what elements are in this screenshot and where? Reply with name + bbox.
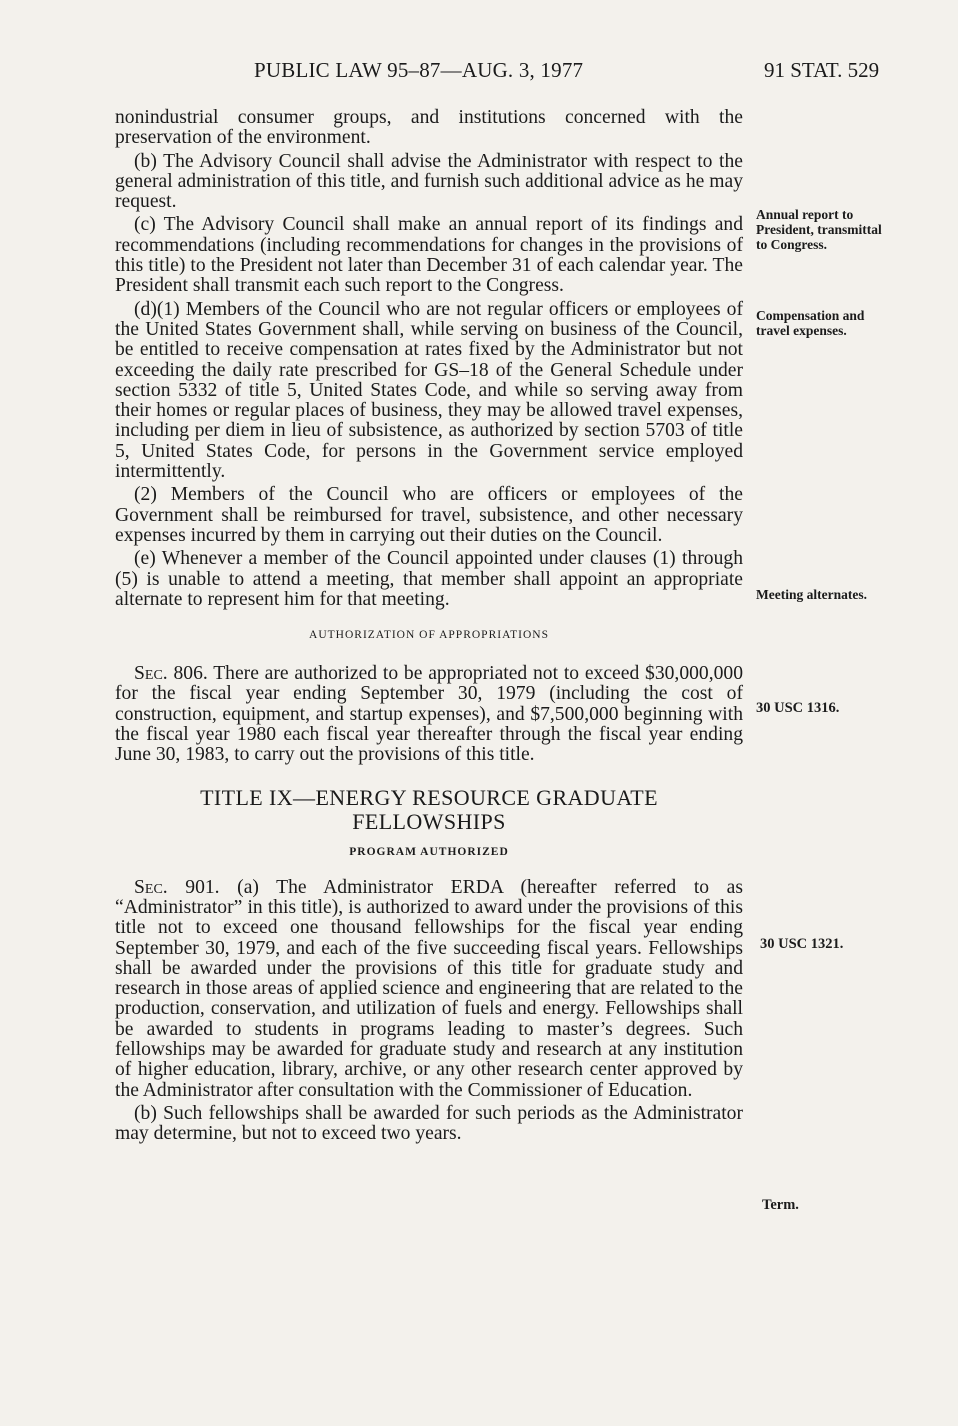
margin-note-compensation: Compensation and travel expenses. bbox=[756, 308, 865, 338]
margin-note-term: Term. bbox=[762, 1197, 799, 1213]
program-authorized-heading: PROGRAM AUTHORIZED bbox=[349, 845, 509, 858]
statute-page-number: 91 STAT. 529 bbox=[764, 58, 880, 82]
section-901-a bbox=[115, 878, 743, 1101]
paragraph-b: (b) The Advisory Council shall advise the Administrator with respect to the general administration of this title, and furnish such additional advice as he may request. bbox=[115, 150, 743, 213]
section-806-body: 806. There are authorized to be appropriated not to exceed $30,000,000 for the fiscal year ending September 30, 1979 (including the cost of construction, equipment, and startup expenses), and $7,500,000 beginning with the fiscal year 1980 each fiscal year thereafter through the fiscal year ending June 30, 1983, to carry out the provisions of this title. bbox=[115, 663, 743, 766]
section-901-b: (b) Such fellowships shall be awarded for such periods as the Administrator may determine, but not to exceed two years. bbox=[115, 1102, 743, 1145]
paragraph-continuation: nonindustrial consumer groups, and institutions concerned with the preservation of the environment. bbox=[115, 107, 743, 149]
body-text bbox=[115, 108, 743, 1147]
margin-cite-806: 30 USC 1316. bbox=[756, 700, 840, 716]
margin-note-meeting: Meeting alternates. bbox=[756, 587, 867, 602]
section-901-label: Sec. bbox=[134, 876, 168, 898]
page-header bbox=[0, 58, 958, 88]
margin-note-annual-report: Annual report to President, transmittal to Congress. bbox=[756, 207, 882, 252]
title-ix-heading: TITLE IX—ENERGY RESOURCE GRADUATE FELLOWSHIPS bbox=[200, 784, 658, 834]
paragraph-c: (c) The Advisory Council shall make an annual report of its findings and recommendations (including recommendations for changes in the provisions of this title) to the President not later than December 31 of each calendar year. The President shall transmit each such report to the Congress. bbox=[115, 214, 743, 297]
section-806-text bbox=[115, 664, 743, 765]
paragraph-d2: (2) Members of the Council who are officers or employees of the Government shall be reimbursed for travel, subsistence, and other necessary expenses incurred by them in carrying out their duties on the Council. bbox=[115, 484, 743, 546]
margin-cite-901: 30 USC 1321. bbox=[760, 936, 844, 952]
header-title: PUBLIC LAW 95–87—AUG. 3, 1977 bbox=[254, 58, 584, 82]
section-806-heading: AUTHORIZATION OF APPROPRIATIONS bbox=[309, 629, 549, 642]
section-901-a-body: 901. (a) The Administrator ERDA (hereafter referred to as “Administrator” in this title), is authorized to award under the provisions of this title not to exceed one thousand fellowships for the fiscal year ending September 30, 1979, and each of the five succeeding fiscal years. Fellowships shall be awarded under the provisions of this title for graduate study and research in those areas of applied science and engineering that are related to the production, conservation, and utilization of fuels and energy. Fellowships shall be awarded to students in programs leading to master’s degrees. Such fellowships may be awarded for graduate study and research at any institution of higher education, library, archive, or any other research center approved by the Administrator after consultation with the Commissioner of Education. bbox=[115, 876, 743, 1101]
paragraph-d1: (d)(1) Members of the Council who are not regular officers or employees of the United States Government shall, while serving on business of the Council, be entitled to receive compensation at rates fixed by the Administrator but not exceeding the daily rate prescribed for GS–18 of the General Schedule under section 5332 of title 5, United States Code, and while so serving away from their homes or regular places of business, they may be allowed travel expenses, including per diem in lieu of subsistence, as authorized by section 5703 of title 5, United States Code, for persons in the Government service employed intermittently. bbox=[115, 298, 743, 483]
paragraph-e: (e) Whenever a member of the Council appointed under clauses (1) through (5) is unable to attend a meeting, that member shall appoint an appropriate alternate to represent him for that meeting. bbox=[115, 548, 743, 610]
section-806-label: Sec. bbox=[134, 663, 168, 685]
